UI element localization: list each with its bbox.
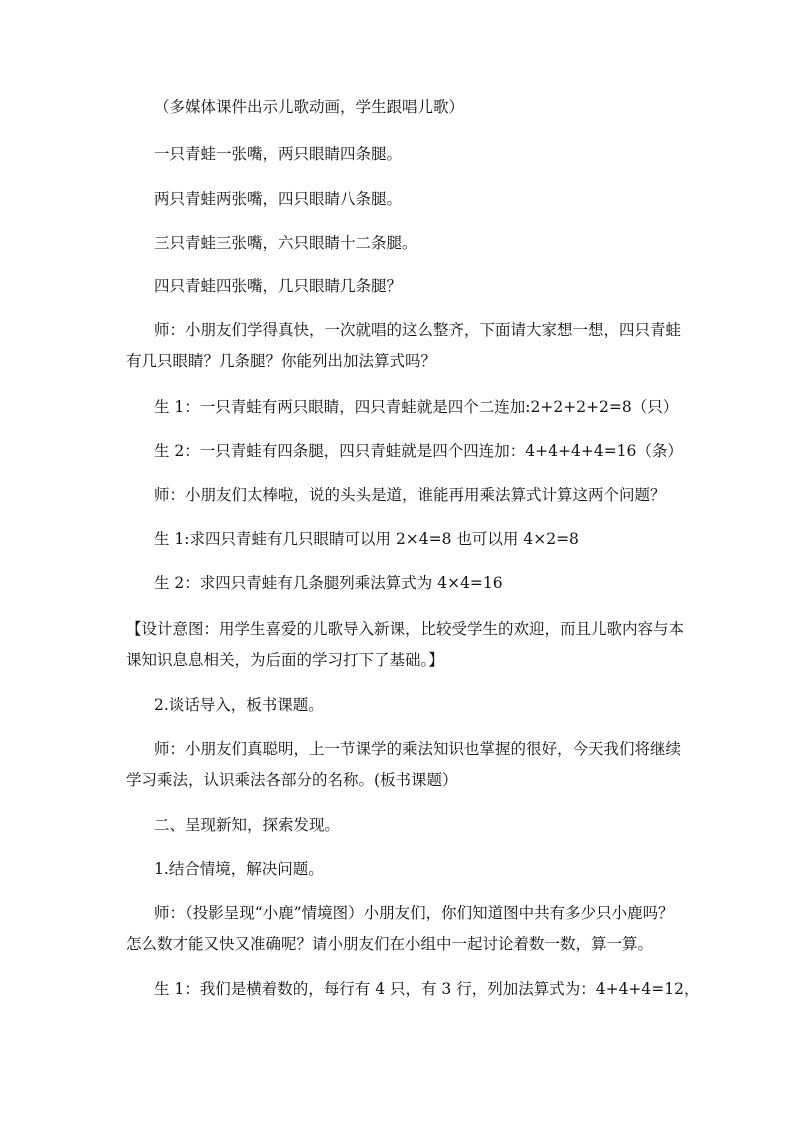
paragraph-student-1-multiplication: 生 1:求四只青蛙有几只眼睛可以用 2×4=8 也可以用 4×2=8 bbox=[154, 530, 579, 548]
paragraph-subsection-heading: 1.结合情境，解决问题。 bbox=[154, 860, 324, 878]
paragraph-student-2-addition: 生 2：一只青蛙有四条腿，四只青蛙就是四个四连加：4+4+4+4=16（条） bbox=[154, 442, 683, 460]
paragraph-student-1-rows: 生 1：我们是横着数的，每行有 4 只，有 3 行，列加法算式为：4+4+4=12， bbox=[154, 980, 700, 998]
paragraph-song-line-3: 三只青蛙三张嘴，六只眼睛十二条腿。 bbox=[154, 234, 418, 252]
paragraph-teacher-question: 师：小朋友们学得真快，一次就唱的这么整齐，下面请大家想一想，四只青蛙有几只眼睛？几条腿？你能列出加法算式吗？ bbox=[126, 321, 682, 370]
paragraph-teacher-praise: 师：小朋友们太棒啦，说的头头是道，谁能再用乘法算式计算这两个问题？ bbox=[154, 486, 666, 504]
paragraph-teacher-scenario: 师：（投影呈现“小鹿”情境图）小朋友们，你们知道图中共有多少只小鹿吗？怎么数才能又快又准确呢？请小朋友们在小组中一起讨论着数一数，算一算。 bbox=[126, 904, 674, 953]
paragraph-teacher-intro: 师：小朋友们真聪明，上一节课学的乘法知识也掌握的很好，今天我们将继续学习乘法，认识乘法各部分的名称。(板书课题） bbox=[126, 740, 682, 789]
paragraph-stage-direction: （多媒体课件出示儿歌动画，学生跟唱儿歌） bbox=[154, 98, 465, 116]
paragraph-song-line-4: 四只青蛙四张嘴，几只眼睛几条腿？ bbox=[154, 277, 403, 295]
paragraph-student-2-multiplication: 生 2：求四只青蛙有几条腿列乘法算式为 4×4=16 bbox=[154, 574, 503, 592]
paragraph-intro-heading: 2.谈话导入，板书课题。 bbox=[154, 696, 324, 714]
paragraph-design-intent: 【设计意图：用学生喜爱的儿歌导入新课，比较受学生的欢迎，而且儿歌内容与本课知识息息相关，为后面的学习打下了基础。】 bbox=[126, 620, 685, 669]
paragraph-section-heading: 二、呈现新知，探索发现。 bbox=[154, 816, 341, 834]
paragraph-song-line-1: 一只青蛙一张嘴，两只眼睛四条腿。 bbox=[154, 145, 403, 163]
paragraph-song-line-2: 两只青蛙两张嘴，四只眼睛八条腿。 bbox=[154, 190, 403, 208]
paragraph-student-1-addition: 生 1：一只青蛙有两只眼睛，四只青蛙就是四个二连加:2+2+2+2=8（只） bbox=[154, 398, 679, 416]
